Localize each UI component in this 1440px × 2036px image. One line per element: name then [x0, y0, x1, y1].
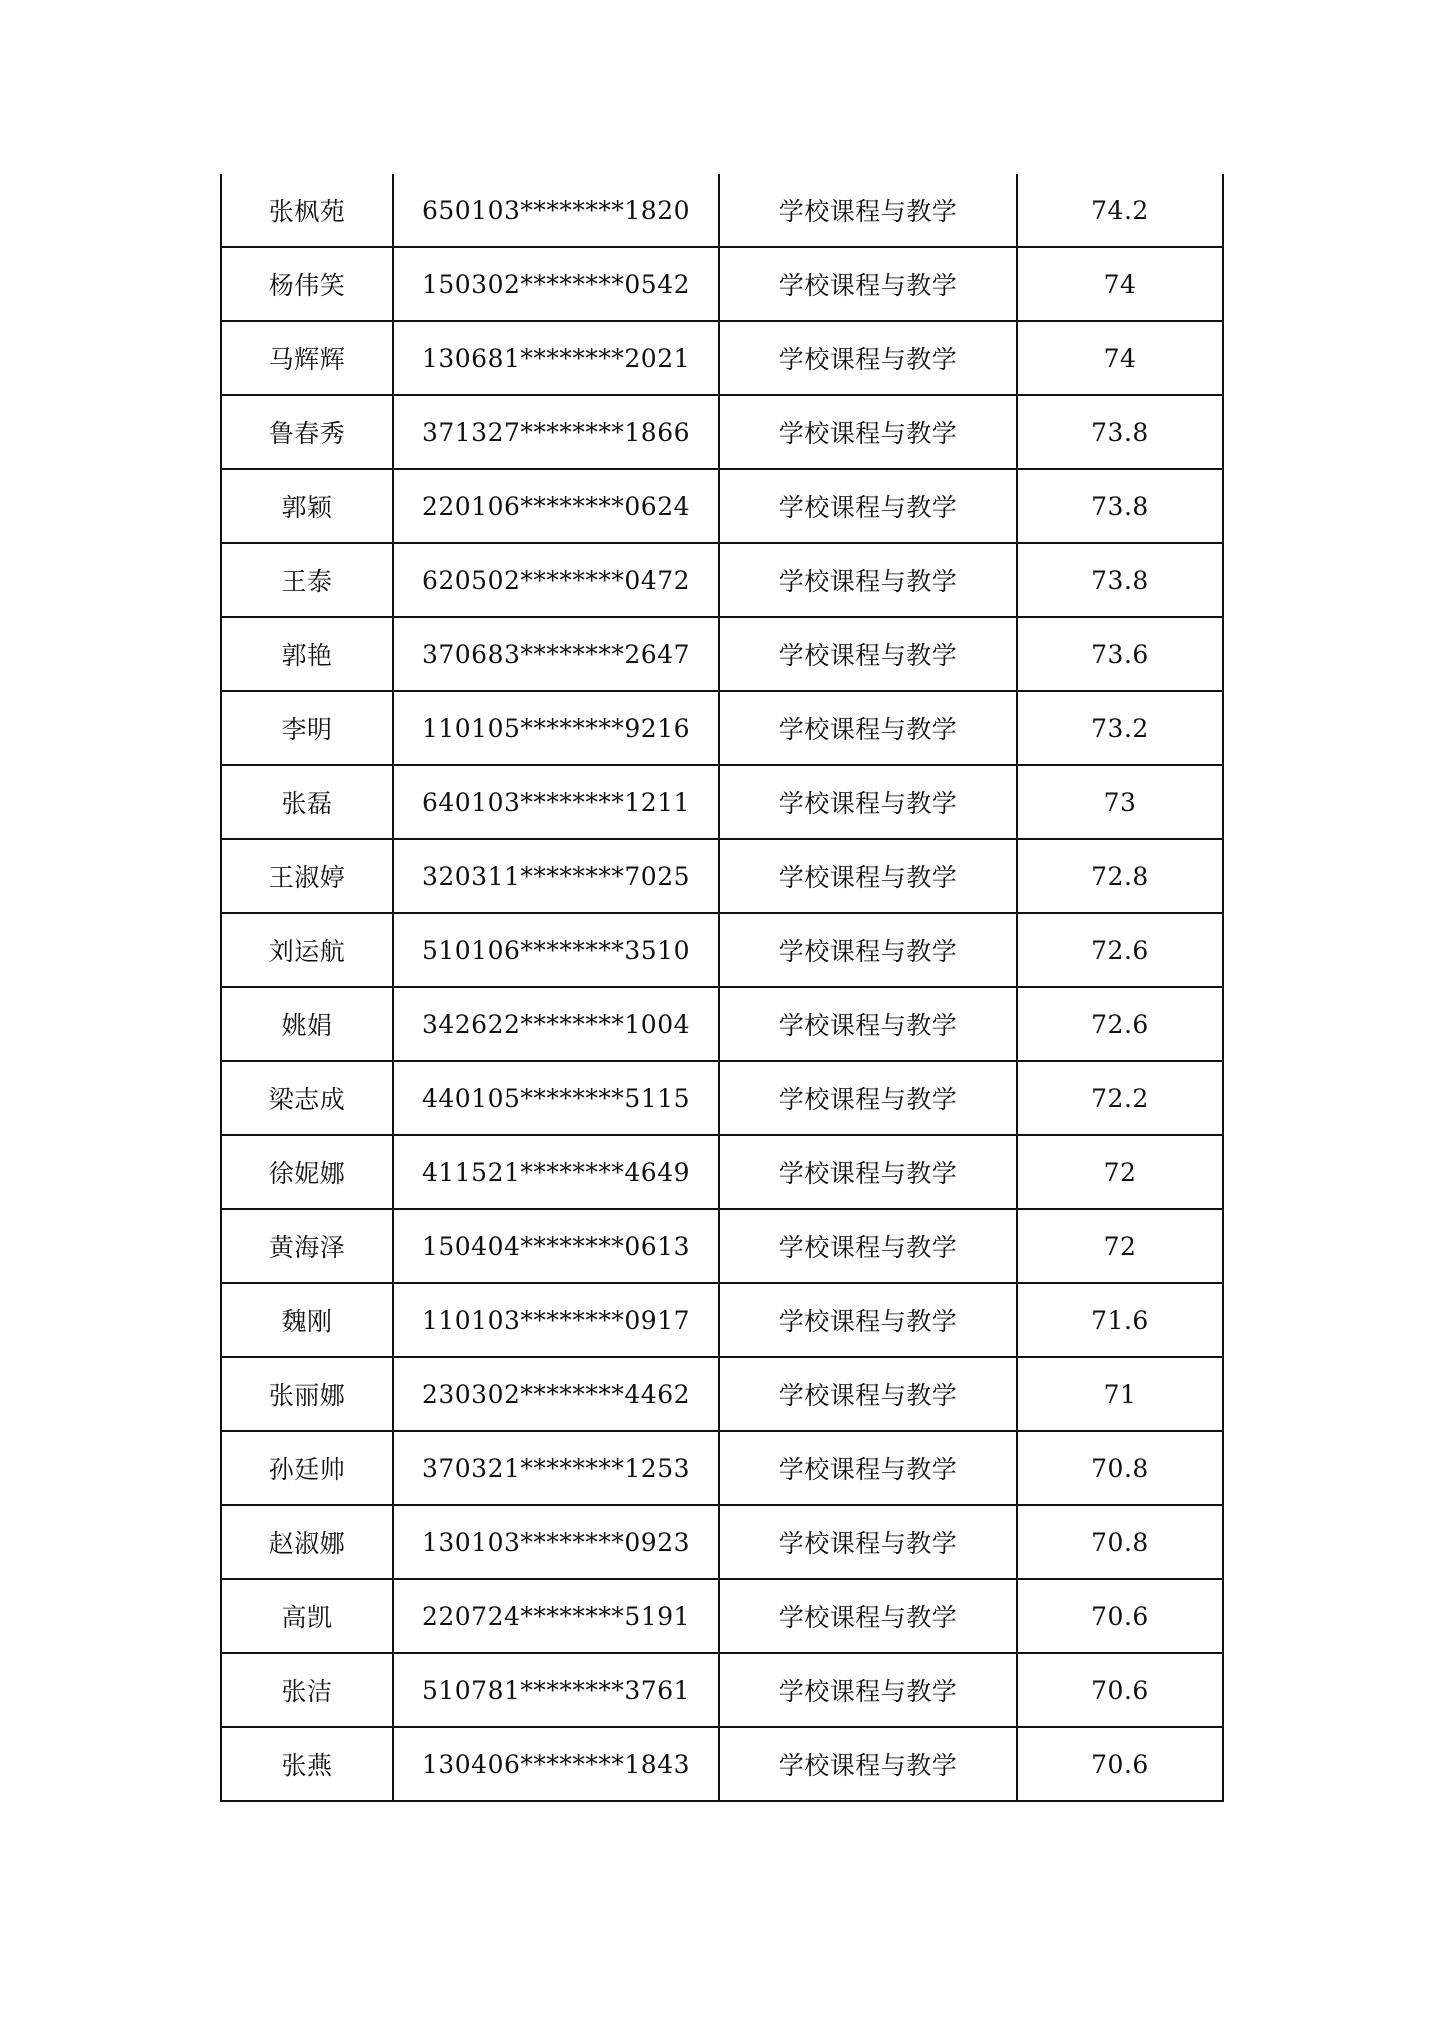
score-cell: 70.6 [1017, 1653, 1223, 1727]
table-row [221, 1727, 1223, 1801]
major-cell: 学校课程与教学 [719, 1283, 1017, 1357]
candidate-name-cell: 李明 [221, 691, 393, 765]
major-cell: 学校课程与教学 [719, 1431, 1017, 1505]
id-number-cell: 640103********1211 [393, 765, 719, 839]
score-table [220, 174, 1224, 1802]
score-cell: 72.8 [1017, 839, 1223, 913]
score-cell: 74 [1017, 321, 1223, 395]
major-cell: 学校课程与教学 [719, 839, 1017, 913]
major-cell: 学校课程与教学 [719, 321, 1017, 395]
major-cell: 学校课程与教学 [719, 1209, 1017, 1283]
major-cell: 学校课程与教学 [719, 1357, 1017, 1431]
candidate-name-cell: 徐妮娜 [221, 1135, 393, 1209]
major-cell: 学校课程与教学 [719, 174, 1017, 247]
id-number-cell: 150302********0542 [393, 247, 719, 321]
score-cell: 70.6 [1017, 1579, 1223, 1653]
candidate-name-cell: 刘运航 [221, 913, 393, 987]
major-cell: 学校课程与教学 [719, 1727, 1017, 1801]
candidate-name-cell: 王泰 [221, 543, 393, 617]
id-number-cell: 130681********2021 [393, 321, 719, 395]
id-number-cell: 220106********0624 [393, 469, 719, 543]
table-row [221, 839, 1223, 913]
score-cell: 71 [1017, 1357, 1223, 1431]
score-cell: 73 [1017, 765, 1223, 839]
major-cell: 学校课程与教学 [719, 1135, 1017, 1209]
table-row [221, 765, 1223, 839]
table-row [221, 1505, 1223, 1579]
table-row [221, 987, 1223, 1061]
table-row [221, 1653, 1223, 1727]
id-number-cell: 650103********1820 [393, 174, 719, 247]
id-number-cell: 130406********1843 [393, 1727, 719, 1801]
major-cell: 学校课程与教学 [719, 1505, 1017, 1579]
major-cell: 学校课程与教学 [719, 617, 1017, 691]
candidate-name-cell: 张枫苑 [221, 174, 393, 247]
id-number-cell: 150404********0613 [393, 1209, 719, 1283]
table-row [221, 469, 1223, 543]
candidate-name-cell: 张洁 [221, 1653, 393, 1727]
candidate-name-cell: 高凯 [221, 1579, 393, 1653]
candidate-name-cell: 梁志成 [221, 1061, 393, 1135]
id-number-cell: 510106********3510 [393, 913, 719, 987]
table-row [221, 395, 1223, 469]
candidate-name-cell: 马辉辉 [221, 321, 393, 395]
score-cell: 72 [1017, 1135, 1223, 1209]
score-cell: 73.2 [1017, 691, 1223, 765]
table-row [221, 1579, 1223, 1653]
score-cell: 70.8 [1017, 1431, 1223, 1505]
major-cell: 学校课程与教学 [719, 987, 1017, 1061]
table-row [221, 1431, 1223, 1505]
id-number-cell: 110103********0917 [393, 1283, 719, 1357]
candidate-name-cell: 魏刚 [221, 1283, 393, 1357]
major-cell: 学校课程与教学 [719, 247, 1017, 321]
major-cell: 学校课程与教学 [719, 691, 1017, 765]
score-cell: 73.8 [1017, 543, 1223, 617]
id-number-cell: 320311********7025 [393, 839, 719, 913]
id-number-cell: 230302********4462 [393, 1357, 719, 1431]
table-row [221, 321, 1223, 395]
table-row [221, 174, 1223, 247]
score-cell: 72 [1017, 1209, 1223, 1283]
score-cell: 74.2 [1017, 174, 1223, 247]
score-cell: 73.6 [1017, 617, 1223, 691]
table-row [221, 691, 1223, 765]
score-cell: 70.8 [1017, 1505, 1223, 1579]
score-cell: 73.8 [1017, 395, 1223, 469]
major-cell: 学校课程与教学 [719, 1653, 1017, 1727]
score-cell: 73.8 [1017, 469, 1223, 543]
id-number-cell: 130103********0923 [393, 1505, 719, 1579]
id-number-cell: 220724********5191 [393, 1579, 719, 1653]
table-row [221, 1061, 1223, 1135]
major-cell: 学校课程与教学 [719, 395, 1017, 469]
candidate-name-cell: 黄海泽 [221, 1209, 393, 1283]
major-cell: 学校课程与教学 [719, 543, 1017, 617]
table-row [221, 543, 1223, 617]
table-row [221, 1357, 1223, 1431]
candidate-name-cell: 郭颖 [221, 469, 393, 543]
major-cell: 学校课程与教学 [719, 1061, 1017, 1135]
table-row [221, 1283, 1223, 1357]
table-row [221, 247, 1223, 321]
candidate-name-cell: 赵淑娜 [221, 1505, 393, 1579]
score-cell: 70.6 [1017, 1727, 1223, 1801]
id-number-cell: 620502********0472 [393, 543, 719, 617]
table-row [221, 1135, 1223, 1209]
table-body [221, 174, 1223, 1801]
id-number-cell: 370321********1253 [393, 1431, 719, 1505]
major-cell: 学校课程与教学 [719, 469, 1017, 543]
candidate-name-cell: 杨伟笑 [221, 247, 393, 321]
candidate-name-cell: 王淑婷 [221, 839, 393, 913]
id-number-cell: 440105********5115 [393, 1061, 719, 1135]
id-number-cell: 371327********1866 [393, 395, 719, 469]
candidate-name-cell: 郭艳 [221, 617, 393, 691]
id-number-cell: 342622********1004 [393, 987, 719, 1061]
major-cell: 学校课程与教学 [719, 765, 1017, 839]
major-cell: 学校课程与教学 [719, 913, 1017, 987]
id-number-cell: 370683********2647 [393, 617, 719, 691]
candidate-name-cell: 张磊 [221, 765, 393, 839]
id-number-cell: 110105********9216 [393, 691, 719, 765]
id-number-cell: 411521********4649 [393, 1135, 719, 1209]
candidate-name-cell: 鲁春秀 [221, 395, 393, 469]
table-row [221, 913, 1223, 987]
candidate-name-cell: 姚娟 [221, 987, 393, 1061]
candidate-name-cell: 张燕 [221, 1727, 393, 1801]
major-cell: 学校课程与教学 [719, 1579, 1017, 1653]
candidate-name-cell: 张丽娜 [221, 1357, 393, 1431]
table-row [221, 617, 1223, 691]
score-cell: 72.6 [1017, 987, 1223, 1061]
score-cell: 72.6 [1017, 913, 1223, 987]
score-cell: 71.6 [1017, 1283, 1223, 1357]
candidate-name-cell: 孙廷帅 [221, 1431, 393, 1505]
score-cell: 72.2 [1017, 1061, 1223, 1135]
table-row [221, 1209, 1223, 1283]
id-number-cell: 510781********3761 [393, 1653, 719, 1727]
score-cell: 74 [1017, 247, 1223, 321]
